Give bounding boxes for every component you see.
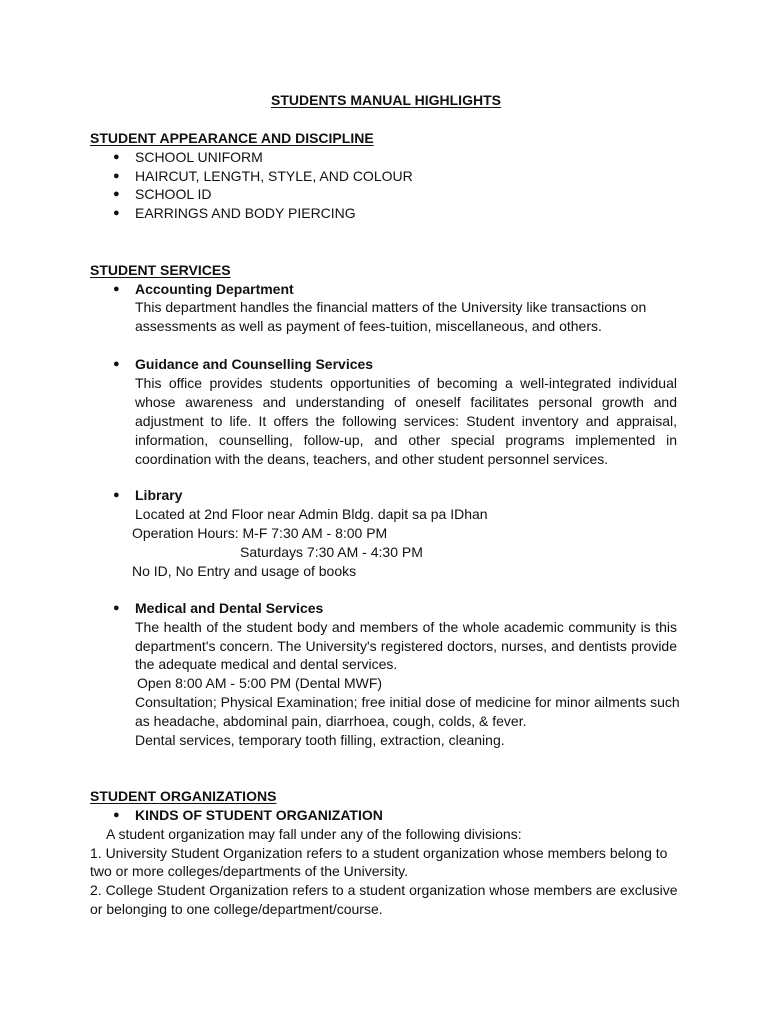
guidance-title: Guidance and Counselling Services: [135, 356, 374, 372]
medical-text: The health of the student body and members of the whole academic community is this: [135, 619, 677, 635]
bullet-icon: ●: [113, 283, 120, 295]
guidance-text: adjustment to life. It offers the following services: Student inventory and appraisal,: [135, 413, 677, 429]
bullet-icon: ●: [113, 358, 120, 370]
medical-text: Open 8:00 AM - 5:00 PM (Dental MWF): [137, 675, 383, 691]
medical-text: department's concern. The University's registered doctors, nurses, and dentists provide: [135, 638, 677, 654]
bullet-icon: ●: [113, 207, 120, 219]
bullet-icon: ●: [113, 809, 120, 821]
accounting-text: This department handles the financial matters of the University like transactions on: [135, 299, 647, 315]
guidance-text: coordination with the deans, teachers, and other student personnel services.: [135, 451, 609, 467]
bullet-icon: ●: [113, 489, 120, 501]
organizations-text: A student organization may fall under any of the following divisions:: [106, 826, 522, 842]
bullet-icon: ●: [113, 151, 120, 163]
guidance-text: whose awareness and understanding of oneself facilitates personal growth and: [135, 394, 677, 410]
library-text: Operation Hours: M-F 7:30 AM - 8:00 PM: [132, 525, 388, 541]
medical-text: the adequate medical and dental services.: [135, 656, 398, 672]
medical-title: Medical and Dental Services: [135, 600, 324, 616]
services-heading: STUDENT SERVICES: [90, 262, 231, 278]
bullet-icon: ●: [113, 170, 120, 182]
library-text: Located at 2nd Floor near Admin Bldg. dapit sa pa IDhan: [135, 506, 488, 522]
organizations-text: 1. University Student Organization refers to a student organization whose members belong to: [90, 845, 668, 861]
organizations-text: or belonging to one college/department/course.: [90, 901, 383, 917]
organizations-text: two or more colleges/departments of the University.: [90, 863, 408, 879]
accounting-title: Accounting Department: [135, 281, 294, 297]
document-title: STUDENTS MANUAL HIGHLIGHTS: [271, 92, 501, 108]
medical-text: as headache, abdominal pain, diarrhoea, cough, colds, & fever.: [135, 713, 527, 729]
bullet-icon: ●: [113, 602, 120, 614]
organizations-text: 2. College Student Organization refers to a student organization whose members are exclusive: [90, 882, 678, 898]
appearance-item: HAIRCUT, LENGTH, STYLE, AND COLOUR: [135, 168, 413, 184]
appearance-heading: STUDENT APPEARANCE AND DISCIPLINE: [90, 130, 374, 146]
accounting-text: assessments as well as payment of fees-tuition, miscellaneous, and others.: [135, 318, 602, 334]
guidance-text: information, counselling, follow-up, and other special programs implemented in: [135, 432, 677, 448]
appearance-item: SCHOOL UNIFORM: [135, 149, 263, 165]
appearance-item: SCHOOL ID: [135, 186, 212, 202]
appearance-item: EARRINGS AND BODY PIERCING: [135, 205, 356, 221]
medical-text: Consultation; Physical Examination; free initial dose of medicine for minor ailments such: [135, 694, 680, 710]
library-title: Library: [135, 487, 183, 503]
organizations-kinds-title: KINDS OF STUDENT ORGANIZATION: [135, 807, 383, 823]
library-text: Saturdays 7:30 AM - 4:30 PM: [240, 544, 423, 560]
library-text: No ID, No Entry and usage of books: [132, 563, 357, 579]
guidance-text: This office provides students opportunities of becoming a well-integrated individual: [135, 375, 677, 391]
medical-text: Dental services, temporary tooth filling, extraction, cleaning.: [135, 732, 505, 748]
organizations-heading: STUDENT ORGANIZATIONS: [90, 788, 277, 804]
bullet-icon: ●: [113, 188, 120, 200]
